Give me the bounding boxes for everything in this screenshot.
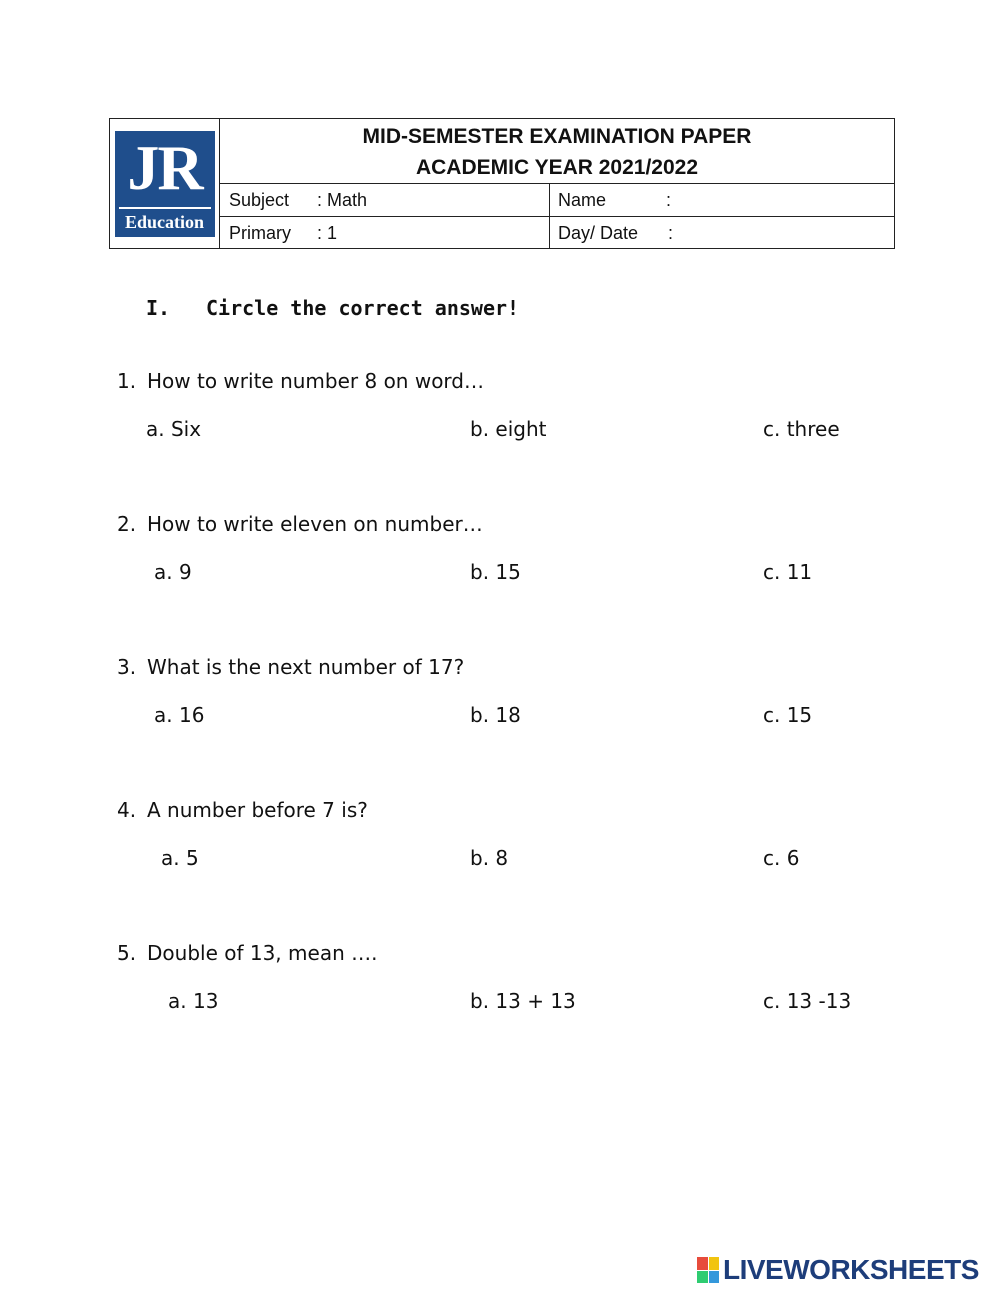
question-1 — [117, 369, 484, 393]
question-text: How to write number 8 on word… — [147, 369, 484, 393]
question-number: 2. — [117, 512, 137, 536]
jr-education-logo — [115, 131, 215, 237]
primary-value: : 1 — [317, 223, 338, 243]
primary-field — [220, 217, 550, 249]
date-value: : — [668, 223, 674, 243]
q4-option-a[interactable]: a. 5 — [161, 846, 199, 870]
question-3 — [117, 655, 464, 679]
name-field[interactable] — [550, 184, 894, 216]
logo-block — [709, 1271, 720, 1284]
primary-label: Primary — [229, 223, 291, 243]
question-2 — [117, 512, 483, 536]
q3-option-a[interactable]: a. 16 — [154, 703, 205, 727]
question-number: 5. — [117, 941, 137, 965]
header-row-1 — [220, 184, 894, 216]
question-number: 1. — [117, 369, 137, 393]
section-instruction: Circle the correct answer! — [206, 296, 520, 320]
exam-title-line2: ACADEMIC YEAR 2021/2022 — [415, 156, 699, 179]
exam-header — [109, 118, 895, 249]
q3-option-b[interactable]: b. 18 — [470, 703, 521, 727]
question-text: A number before 7 is? — [147, 798, 368, 822]
exam-title-line1: MID-SEMESTER EXAMINATION PAPER — [362, 125, 752, 148]
logo-cell — [110, 119, 220, 248]
logo-block — [709, 1257, 720, 1270]
logo-block — [697, 1271, 708, 1284]
q5-option-b[interactable]: b. 13 + 13 — [470, 989, 576, 1013]
q2-option-c[interactable]: c. 11 — [763, 560, 813, 584]
logo-sub-text: Education — [124, 211, 205, 232]
q2-option-b[interactable]: b. 15 — [470, 560, 521, 584]
section-heading — [146, 296, 519, 320]
logo-divider — [119, 207, 211, 209]
logo-block — [697, 1257, 708, 1270]
logo-main-text: JR — [127, 131, 202, 203]
q4-option-c[interactable]: c. 6 — [763, 846, 800, 870]
q5-option-c[interactable]: c. 13 -13 — [763, 989, 852, 1013]
question-text: Double of 13, mean …. — [147, 941, 378, 965]
question-5 — [117, 941, 377, 965]
question-number: 4. — [117, 798, 137, 822]
exam-title — [220, 119, 894, 184]
q1-option-b[interactable]: b. eight — [470, 417, 547, 441]
question-4 — [117, 798, 368, 822]
q2-option-a[interactable]: a. 9 — [154, 560, 192, 584]
watermark-text: LIVEWORKSHEETS — [723, 1254, 979, 1285]
header-row-2 — [220, 216, 894, 249]
header-info — [220, 119, 894, 248]
q1-option-c[interactable]: c. three — [763, 417, 840, 441]
subject-value: : Math — [317, 190, 368, 210]
question-text: How to write eleven on number… — [147, 512, 483, 536]
section-number: I. — [146, 296, 171, 320]
liveworksheets-watermark — [697, 1254, 979, 1286]
q3-option-c[interactable]: c. 15 — [763, 703, 813, 727]
subject-label: Subject — [229, 190, 290, 210]
question-text: What is the next number of 17? — [147, 655, 465, 679]
name-value: : — [666, 190, 672, 210]
name-label: Name — [558, 190, 607, 210]
liveworksheets-logo-icon — [697, 1257, 719, 1283]
q5-option-a[interactable]: a. 13 — [168, 989, 219, 1013]
subject-field — [220, 184, 550, 216]
q4-option-b[interactable]: b. 8 — [470, 846, 509, 870]
q1-option-a[interactable]: a. Six — [146, 417, 202, 441]
date-field[interactable] — [550, 217, 894, 249]
date-label: Day/ Date — [558, 223, 639, 243]
question-number: 3. — [117, 655, 137, 679]
